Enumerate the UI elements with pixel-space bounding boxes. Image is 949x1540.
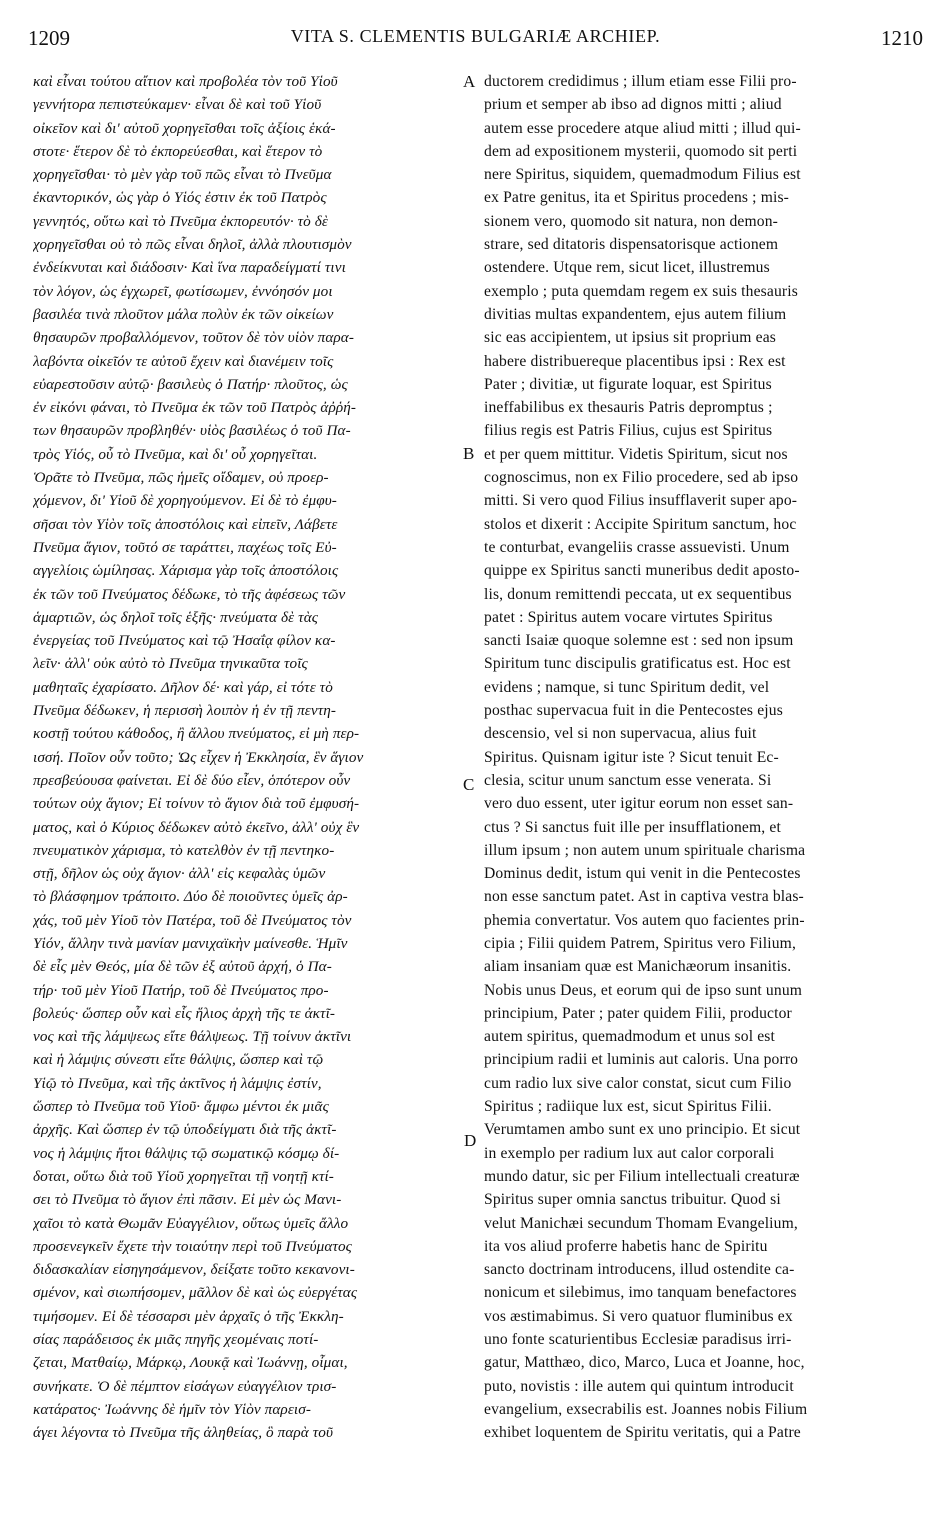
latin-text-line: autem esse procedere atque aliud mitti ; illud qui-: [484, 119, 801, 137]
greek-text-line: ματος, καὶ ὁ Κύριος δέδωκεν αὐτὸ ἐκεῖνο, ἀλλ' οὐχ ἓν: [33, 818, 360, 836]
greek-text-line: ὥσπερ τὸ Πνεῦμα τοῦ Υἱοῦ· ἄμφω μέντοι ἐκ μιᾶς: [33, 1098, 329, 1116]
latin-text-line: uno fonte scaturientibus Ecclesiæ paradisus irri-: [484, 1331, 792, 1349]
greek-text-line: χόμενον, δι' Υἱοῦ δὲ χορηγούμενον. Εἰ δὲ τὸ ἐμφυ-: [33, 492, 337, 510]
latin-text-line: Verumtamen ambo sunt ex uno principio. Et sicut: [484, 1121, 801, 1139]
latin-text-line: principium radii et luminis aut caloris. Una porro: [484, 1051, 799, 1069]
greek-text-line: ἐνδείκνυται καὶ διάδοσιν· Καὶ ἵνα παραδείγματί τινι: [33, 259, 346, 277]
greek-text-line: ἐνεργείας τοῦ Πνεύματος καὶ τῷ Ἠσαΐᾳ φίλον κα-: [33, 632, 336, 650]
greek-text-line: Υἱῷ τὸ Πνεῦμα, καὶ τῆς ἀκτῖνος ἡ λάμψις ἐστίν,: [33, 1074, 322, 1092]
margin-letter-c: C: [463, 775, 475, 794]
running-title: VITA S. CLEMENTIS BULGARIÆ ARCHIEP.: [290, 26, 661, 46]
latin-text-line: Dominus dedit, istum qui venit in die Pentecostes: [484, 865, 801, 883]
latin-text-line: nere Spiritus, siquidem, quemadmodum Filius est: [484, 166, 801, 184]
latin-text-line: vero duo essent, uter igitur eorum non esset san-: [484, 795, 794, 813]
greek-text-line: ζεται, Ματθαίῳ, Μάρκῳ, Λουκᾷ καὶ Ἰωάννῃ, οἶμαι,: [33, 1354, 348, 1372]
latin-text-line: sancti Isaiæ quoque solemne est : sed non ipsum: [484, 632, 794, 650]
latin-text-line: Spiritus ; radiique lux est, sicut Spiritus Filii.: [484, 1098, 772, 1116]
latin-text-line: mitti. Si vero quod Filius insufflaverit super apo-: [484, 492, 798, 510]
greek-text-line: πρεσβεύουσα φαίνεται. Εἰ δὲ δύο εἶεν, ὁπότερον οὖν: [33, 771, 351, 789]
latin-text-line: ctus ? Si sanctus fuit ille per insufflationem, et: [484, 818, 781, 836]
greek-text-line: νος καὶ τῆς λάμψεως εἴτε θάλψεως. Τῇ τοίνυν ἀκτῖνι: [33, 1028, 352, 1046]
greek-text-line: διδασκαλίαν εἰσηγησάμενον, δείξατε τοῦτο κεκανονι-: [33, 1261, 355, 1279]
margin-letter-b: B: [463, 444, 475, 463]
greek-text-line: Ὁρᾶτε τὸ Πνεῦμα, πῶς ἡμεῖς οἴδαμεν, οὐ προερ-: [33, 469, 329, 487]
greek-text-line: καὶ εἶναι τούτου αἴτιον καὶ προβολέα τὸν τοῦ Υἱοῦ: [33, 73, 338, 90]
latin-text-line: velut Manichæi secundum Thomam Evangelium,: [484, 1214, 798, 1232]
page-header: [28, 20, 923, 60]
greek-column: [33, 70, 463, 1445]
latin-text-line: autem spiritus, quemadmodum et unus sol est: [484, 1028, 776, 1046]
greek-text-line: χορηγεῖσθαι· τὸ μὲν γὰρ τοῦ πῶς εἶναι τὸ Πνεῦμα: [33, 166, 332, 184]
latin-text-line: patet : Spiritus autem vocare virtutes Spiritus: [484, 608, 773, 626]
greek-text-line: χορηγεῖσθαι οὐ τὸ πῶς εἶναι δηλοῖ, ἀλλὰ πλουτισμὸν: [33, 236, 352, 254]
greek-text-line: τὸν λόγον, ὡς ἐγχωρεῖ, φωτίσωμεν, ἐννόησόν μοι: [33, 282, 333, 300]
latin-text-line: ostendere. Utque rem, sicut licet, illustremus: [484, 259, 770, 277]
latin-text-line: vos æstimabimus. Si vero quatuor fluminibus ex: [484, 1307, 793, 1325]
latin-text-line: ex Patre genitus, ita et Spiritus procedens ; mis-: [484, 189, 790, 207]
latin-text-line: Nobis unus Deus, et eorum qui de ipso sunt unum: [484, 981, 803, 999]
latin-text-line: exemplo ; puta quemdam regem ex suis thesauris: [484, 282, 798, 300]
latin-text-line: non esse sanctum patet. Ast in captiva vestra blas-: [484, 888, 804, 906]
latin-text-line: sancto doctrinam introducens, illud ostendite ca-: [484, 1261, 795, 1279]
greek-text-line: ισσή. Ποῖον οὖν τοῦτο; Ὡς εἶχεν ἡ Ἐκκλησία, ἓν ἅγιον: [33, 748, 364, 766]
greek-text-line: εὐαρεστοῦσιν αὐτῷ· βασιλεὺς ὁ Πατήρ· πλοῦτος, ὡς: [33, 375, 348, 393]
latin-text-line: ineffabilibus ex thesauris Patris depromptus ;: [484, 399, 773, 417]
latin-text-line: sionem vero, quomodo sit natura, non demon-: [484, 212, 779, 230]
latin-text-line: et per quem mittitur. Videtis Spiritum, sicut nos: [484, 445, 788, 463]
greek-text-line: τήρ· τοῦ μὲν Υἱοῦ Πατήρ, τοῦ δὲ Πνεύματος προ-: [33, 981, 329, 999]
greek-text-line: τούτων οὐχ ἅγιον; Εἰ τοίνυν τὸ ἅγιον διὰ τοῦ ἐμφυσή-: [33, 795, 360, 813]
greek-text-line: κατάρατος· Ἰωάννης δὲ ἡμῖν τὸν Υἱὸν παρεισ-: [33, 1400, 311, 1418]
greek-text-line: τὸ βλάσφημον τράποιτο. Δύο δὲ ποιοῦντες ὑμεῖς ἀρ-: [33, 888, 348, 906]
greek-text-line: Πνεῦμα δέδωκεν, ἡ περισσὴ λοιπὸν ἡ ἐν τῇ πεντη-: [33, 702, 337, 720]
margin-letter-d: D: [464, 1131, 477, 1150]
greek-text-line: σει τὸ Πνεῦμα τὸ ἅγιον ἐπὶ πᾶσιν. Εἰ μὲν ὡς Μανι-: [33, 1191, 342, 1209]
page-number-right: 1210: [881, 26, 923, 50]
latin-text-line: posthac supervacua fuit in die Pentecostes ejus: [484, 702, 783, 720]
greek-text-line: γεννητός, οὕτω καὶ τὸ Πνεῦμα ἐκπορευτόν· τὸ δὲ: [33, 212, 329, 230]
latin-text-line: divitias multas expandentem, ejus autem filium: [484, 305, 787, 323]
greek-text-line: αγγελίοις ὡμίλησας. Χάρισμα γὰρ τοῖς ἀποστόλοις: [33, 562, 339, 580]
greek-text-line: Πνεῦμα ἅγιον, τοῦτό σε ταράττει, παχέως τοῖς Εὐ-: [33, 538, 337, 556]
greek-text-line: στῇ, δῆλον ὡς οὐχ ἅγιον· ἀλλ' εἰς κεφαλὰς ὑμῶν: [33, 865, 326, 883]
greek-text-line: ἀρχῆς. Καὶ ὥσπερ ἐν τῷ ὑποδείγματι διὰ τῆς ἀκτῖ-: [33, 1121, 337, 1139]
latin-text-line: clesia, scitur unum sanctum esse venerata. Si: [484, 771, 772, 789]
latin-text-line: Pater ; divitiæ, ut figurate loquar, est Spiritus: [484, 375, 772, 393]
latin-text-line: illum ipsum ; non autem unum spirituale charisma: [484, 841, 806, 859]
latin-text-line: cipia ; Filii quidem Patrem, Spiritus vero Filium,: [484, 934, 796, 952]
latin-text-line: Spiritus super omnia sanctus tribuitur. Quod si: [484, 1191, 781, 1209]
latin-text-line: sic eas accipientem, ut ipsius sit proprium eas: [484, 329, 777, 347]
latin-text-line: principium, Pater ; pater quidem Filii, productor: [484, 1004, 792, 1022]
greek-text-line: λεῖν· ἀλλ' οὐκ αὐτὸ τὸ Πνεῦμα τηνικαῦτα τοῖς: [33, 655, 308, 673]
latin-text-line: evidens ; namque, si tunc Spiritum dedit, vel: [484, 678, 770, 696]
margin-letter-a: A: [463, 72, 476, 91]
latin-text-line: ductorem credidimus ; illum etiam esse Filii pro-: [484, 73, 797, 90]
latin-text-line: te conturbat, evangeliis crasse assuevisti. Unum: [484, 538, 790, 556]
greek-text-line: ἐκ τῶν τοῦ Πνεύματος δέδωκε, τὸ τῆς ἀφέσεως τῶν: [33, 585, 346, 603]
greek-text-line: νος ἡ λάμψις ἤτοι θάλψις τῷ σωματικῷ κόσμῳ δί-: [33, 1144, 340, 1162]
greek-text-line: ἁμαρτιῶν, ὡς δηλοῖ τοῖς ἑξῆς· πνεύματα δὲ τὰς: [33, 608, 319, 626]
greek-text-line: χάς, τοῦ μὲν Υἱοῦ τὸν Πατέρα, τοῦ δὲ Πνεύματος τὸν: [33, 911, 352, 929]
greek-text-line: χαῖοι τὸ κατὰ Θωμᾶν Εὐαγγέλιον, οὕτως ὑμεῖς ἄλλο: [33, 1214, 349, 1232]
greek-text-line: δοται, οὕτω διὰ τοῦ Υἱοῦ χορηγεῖται τῇ νοητῇ κτί-: [33, 1167, 334, 1185]
greek-text-line: ἐν εἰκόνι φάναι, τὸ Πνεῦμα ἐκ τῶν τοῦ Πατρὸς ἀῤῥή-: [33, 399, 357, 417]
latin-text-line: cum radio lux sive calor constat, sicut cum Filio: [484, 1074, 792, 1092]
latin-text-line: exhibet loquentem de Spiritu veritatis, qui a Patre: [484, 1424, 801, 1442]
latin-text-line: puto, novistis : ille autem qui quintum introducit: [484, 1377, 794, 1395]
greek-text-line: μαθηταῖς ἐχαρίσατο. Δῆλον δέ· καὶ γάρ, εἰ τότε τὸ: [33, 678, 333, 696]
page-number-left: 1209: [28, 26, 70, 50]
greek-text-line: τιμήσομεν. Εἰ δὲ τέσσαρσι μὲν ἀρχαῖς ὁ τῆς Ἐκκλη-: [33, 1307, 344, 1325]
greek-text-line: ἐκαντορικόν, ὡς γὰρ ὁ Υἱός ἐστιν ἐκ τοῦ Πατρὸς: [33, 189, 327, 207]
greek-text-line: σῆσαι τὸν Υἱὸν τοῖς ἀποστόλοις καὶ εἰπεῖν, Λάβετε: [33, 515, 338, 533]
greek-text-line: των θησαυρῶν προβληθέν· υἱὸς βασιλέως ὁ τοῦ Πα-: [33, 422, 351, 440]
greek-text-line: λαβόντα οἰκεῖόν τε αὐτοῦ ἔχειν καὶ διανέμειν τοῖς: [33, 352, 334, 370]
greek-text-line: τρὸς Υἱός, οὗ τὸ Πνεῦμα, καὶ δι' οὗ χορηγεῖται.: [33, 445, 318, 463]
greek-text-line: θησαυρῶν προβαλλόμενον, τοῦτον δὲ τὸν υἱὸν παρα-: [33, 329, 355, 347]
latin-text-line: filius regis est Patris Filius, cujus est Spiritus: [484, 422, 773, 440]
latin-text-line: in exemplo per radium lux aut calor corporali: [484, 1144, 775, 1162]
latin-text-line: gatur, Matthæo, dico, Marco, Luca et Joanne, hoc,: [484, 1354, 805, 1372]
latin-text-line: ita vos aliud proferre habetis hanc de Spiritu: [484, 1237, 768, 1255]
greek-text-line: προσενεγκεῖν ἔχετε τὴν τοιαύτην περὶ τοῦ Πνεύματος: [33, 1237, 352, 1255]
greek-text-line: σίας παράδεισος ἐκ μιᾶς πηγῆς χεομέναις ποτί-: [33, 1331, 319, 1349]
greek-text-line: οἰκεῖον καὶ δι' αὐτοῦ χορηγεῖσθαι τοῖς ἀξίοις ἑκά-: [33, 119, 336, 137]
latin-column: [484, 70, 916, 1445]
latin-text-line: phemia convertatur. Vos autem quo facientes prin-: [484, 911, 805, 929]
latin-text-line: strare, sed ditatoris dispensatorisque actionem: [484, 236, 779, 254]
greek-text-line: Υἱόν, ἄλλην τινὰ μανίαν μανιχαϊκὴν μαίνεσθε. Ἡμῖν: [33, 934, 348, 952]
greek-text-line: γεννήτορα πεπιστεύκαμεν· εἶναι δὲ καὶ τοῦ Υἱοῦ: [33, 96, 322, 114]
greek-text-line: βολεύς· ὥσπερ οὖν καὶ εἷς ἥλιος ἀρχὴ τῆς τε ἀκτῖ-: [33, 1004, 336, 1022]
greek-text-line: συνήκατε. Ὁ δὲ πέμπτον εἰσάγων εὐαγγέλιον τρισ-: [33, 1377, 337, 1395]
greek-text-line: άγει λέγοντα τὸ Πνεῦμα τῆς ἀληθείας, ὃ παρὰ τοῦ: [33, 1424, 334, 1442]
latin-text-line: stolos et dixerit : Accipite Spiritum sanctum, hoc: [484, 515, 797, 533]
greek-text-line: καὶ ἡ λάμψις σύνεστι εἴτε θάλψις, ὥσπερ καὶ τῷ: [33, 1051, 324, 1069]
latin-text-line: Spiritum tunc discipulis gratificatus est. Hoc est: [484, 655, 791, 673]
latin-text-line: lis, donum remittendi peccata, ut ex sequentibus: [484, 585, 792, 603]
latin-text-line: prium et semper ab ibso ad dignos mitti ; aliud: [484, 96, 782, 114]
greek-text-line: στοτε· ἕτερον δὲ τὸ ἐκπορεύεσθαι, καὶ ἕτερον τὸ: [33, 142, 323, 160]
greek-text-line: δὲ εἷς μὲν Θεός, μία δὲ τῶν ἐξ αὐτοῦ ἀρχή, ὁ Πα-: [33, 958, 332, 976]
latin-text-line: mundo datur, sic per Filium intellectuali creaturæ: [484, 1167, 800, 1185]
latin-text-line: habere distribuereque placentibus ipsi : Rex est: [484, 352, 786, 370]
latin-text-line: quippe ex Spiritus sancti muneribus dedit aposto-: [484, 562, 800, 580]
latin-text-line: Spiritus. Quisnam igitur iste ? Sicut tenuit Ec-: [484, 748, 779, 766]
greek-text-line: σμένον, καὶ σιωπήσομεν, μᾶλλον δὲ καὶ ὡς εὐεργέτας: [33, 1284, 358, 1302]
latin-text-line: dem ad expositionem mysterii, quomodo sit perti: [484, 142, 798, 160]
latin-text-line: aliam insaniam quæ est Manichæorum insanitis.: [484, 958, 792, 976]
latin-text-line: cognoscimus, non ex Filio procedere, sed ab ipso: [484, 469, 799, 487]
latin-text-line: nonicum et silebimus, imo tanquam benefactores: [484, 1284, 797, 1302]
latin-text-line: descensio, vel si non supervacua, alius fuit: [484, 725, 757, 743]
greek-text-line: βασιλέα τινὰ πλοῦτον μάλα πολὺν ἐκ τῶν οἰκείων: [33, 305, 334, 323]
greek-text-line: κοστῇ τούτου κάθοδος, ἢ ἄλλου πνεύματος, εἰ μὴ περ-: [33, 725, 360, 743]
greek-text-line: πνευματικὸν χάρισμα, τὸ κατελθὸν ἐν τῇ πεντηκο-: [33, 841, 335, 859]
latin-text-line: evangelium, exsecrabilis est. Joannes nobis Filium: [484, 1400, 808, 1418]
